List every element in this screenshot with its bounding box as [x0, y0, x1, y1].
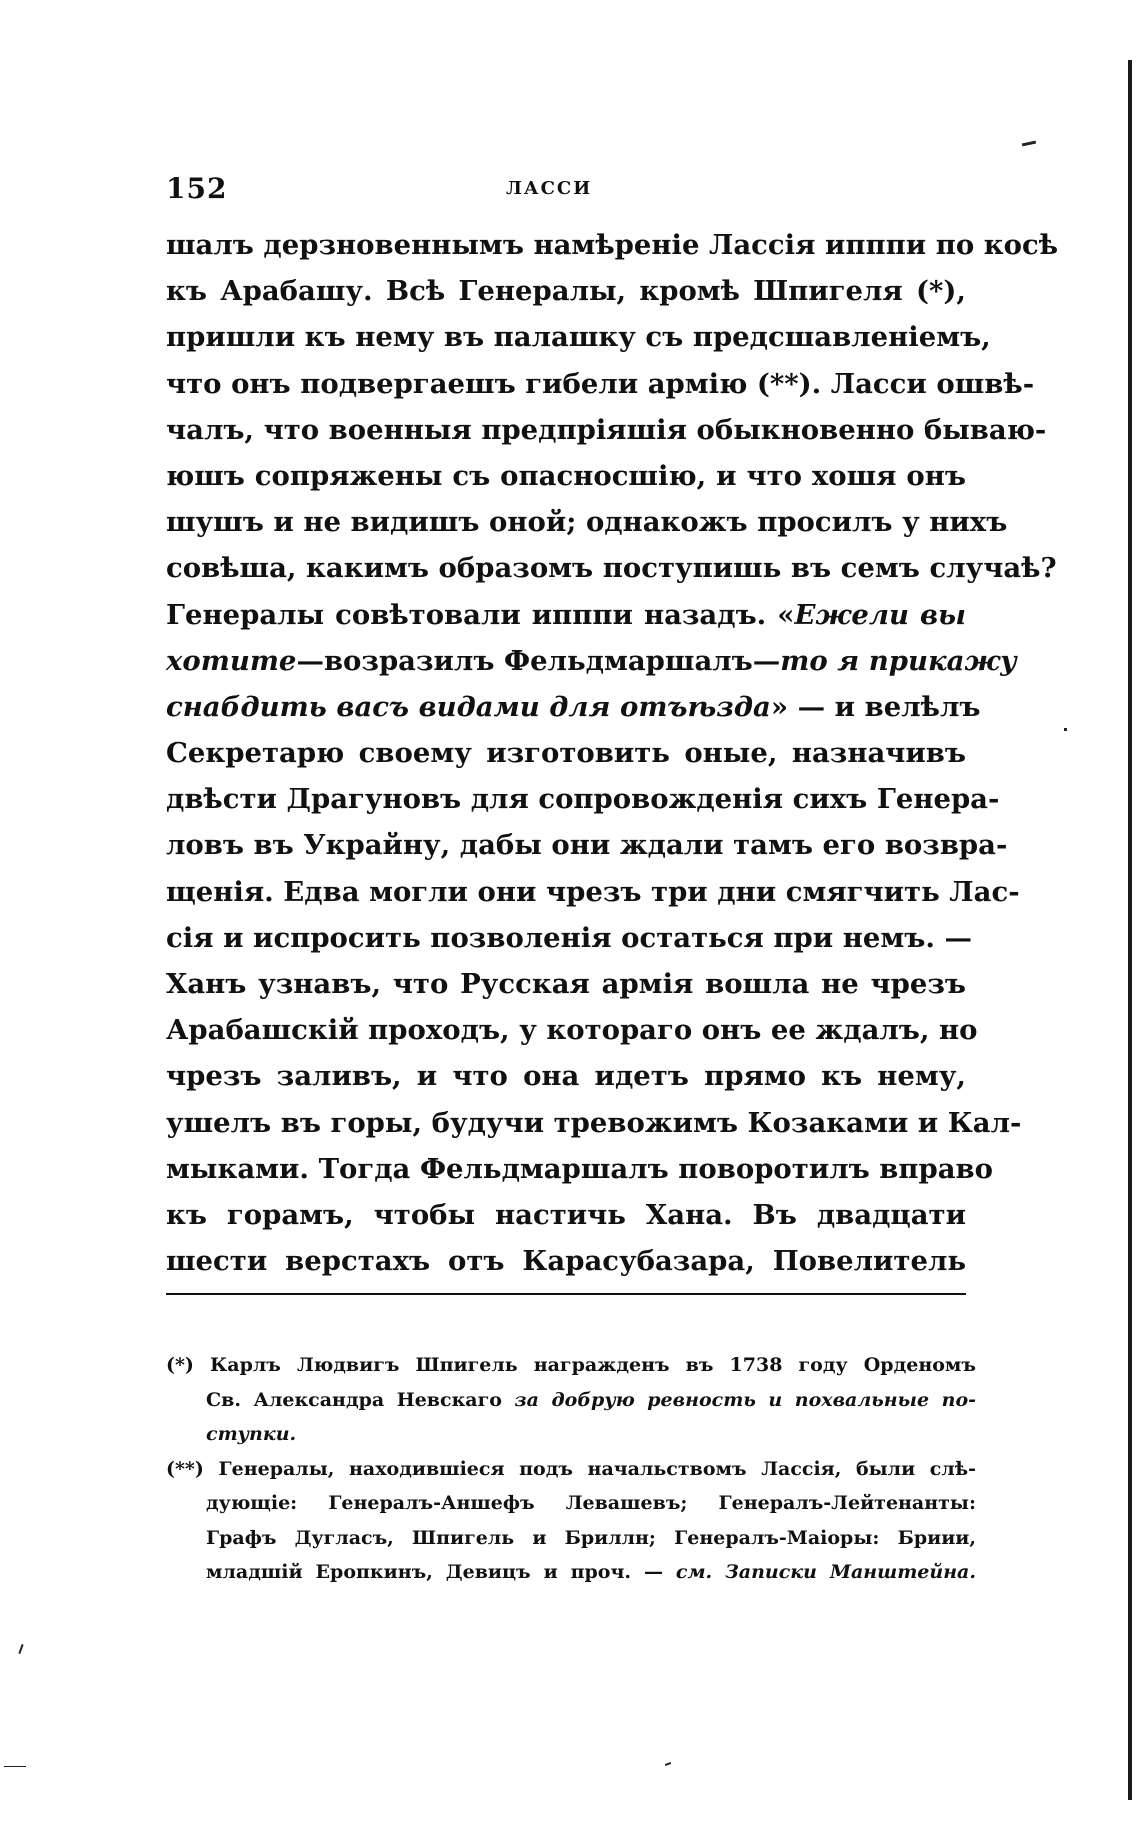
footnote-italic: см. Записки Манштейна.: [675, 1561, 976, 1583]
footnote-line: [166, 1417, 976, 1452]
text-line: шушъ и не видишъ оной; однакожъ просилъ у нихъ: [166, 506, 1008, 539]
scan-page-edge: [1128, 60, 1132, 1800]
scan-speck: [1022, 141, 1036, 147]
text-segment: » — и велѣлъ: [770, 690, 981, 723]
footnote-text: Св. Александра Невскаго: [206, 1388, 515, 1411]
text-line: щенія. Едва могли они чрезъ три дни смягчить Лас-: [166, 875, 1020, 908]
footnote-marker: (*): [166, 1354, 194, 1376]
footnote-line: [166, 1555, 976, 1590]
italic-quote: снабдить васъ видами для отъѣзда: [166, 690, 771, 723]
footnote-text: Карлъ Людвигъ Шпигель награжденъ въ 1738 году Орденомъ: [210, 1354, 976, 1376]
text-line: ушелъ въ горы, будучи тревожимъ Козаками и Кал-: [166, 1106, 1022, 1139]
italic-quote: то я прикажу: [780, 644, 1017, 677]
footnote-line: [166, 1383, 976, 1418]
text-line: Секретарю своему изготовить оные, назначивъ: [166, 737, 966, 770]
scan-speck: [4, 1766, 26, 1767]
text-line: мыками. Тогда Фельдмаршалъ поворотилъ вправо: [166, 1152, 994, 1185]
footnote-line: дующіе: Генералъ-Аншефъ Левашевъ; Генералъ-Лейтенанты:: [206, 1492, 976, 1514]
text-line: шалъ дерзновеннымъ намѣреніе Лассія ипппи по косѣ: [166, 229, 1059, 261]
running-head: ЛАССИ: [506, 178, 593, 199]
footnote-text: Генералы, находившіеся подъ начальствомъ Лассія, были слѣ-: [218, 1457, 976, 1480]
scan-speck: [18, 1644, 23, 1654]
italic-quote: хотите: [166, 644, 297, 677]
text-line: [166, 684, 981, 730]
italic-quote: Ежели вы: [794, 598, 966, 631]
text-line: что онъ подвергаешъ гибели армію (**). Ласси ошвѣ-: [166, 367, 1035, 400]
text-line: чрезъ заливъ, и что она идетъ прямо къ нему,: [166, 1060, 966, 1093]
text-line: двѣсти Драгуновъ для сопровожденія сихъ Генера-: [166, 783, 1000, 816]
footnote-marker: (**): [166, 1457, 204, 1480]
scan-speck: [665, 1762, 671, 1766]
footnotes: [166, 1348, 976, 1590]
footnote-line: Графъ Дугласъ, Шпигель и Бриллн; Генералъ-Маіоры: Бриии,: [206, 1526, 976, 1549]
footnote-italic: ступки.: [206, 1423, 297, 1445]
text-line: пришли къ нему въ палашку съ предсшавленіемъ,: [166, 321, 991, 354]
text-line: Ханъ узнавъ, что Русская армія вошла не чрезъ: [166, 968, 966, 1000]
scan-speck: [1064, 728, 1067, 731]
footnote-italic: за добрую ревность и похвальные по-: [514, 1388, 976, 1411]
footnote-1: [166, 1348, 976, 1383]
footnote-2: [166, 1452, 976, 1487]
text-line: совѣша, какимъ образомъ поступишь въ семъ случаѣ?: [166, 552, 1057, 585]
text-line: Арабашскій проходъ, у котораго онъ ее ждалъ, но: [166, 1014, 978, 1047]
text-line: шести верстахъ отъ Карасубазара, Повелитель: [166, 1245, 966, 1278]
main-text: [166, 222, 1059, 1284]
text-line: сія и испросить позволенія остаться при немъ. —: [166, 921, 972, 954]
text-line: къ горамъ, чтобы настичь Хана. Въ двадцати: [166, 1198, 966, 1231]
footnote-text: младшій Еропкинъ, Девицъ и проч. —: [206, 1561, 676, 1583]
text-line: юшъ сопряжены съ опасносшію, и что хошя онъ: [166, 459, 966, 492]
page-number: 152: [166, 172, 228, 205]
text-segment: Генералы совѣтовали ипппи назадъ. «: [166, 598, 795, 631]
text-line: [166, 592, 966, 638]
text-line: къ Арабашу. Всѣ Генералы, кромѣ Шпигеля (*),: [166, 275, 966, 308]
text-line: ловъ въ Украйну, дабы они ждали тамъ его возвра-: [166, 829, 1008, 862]
text-line: чалъ, что военныя предпріяшія обыкновенно бываю-: [166, 413, 1047, 446]
text-line: [166, 638, 1017, 684]
footnote-divider: [166, 1293, 966, 1295]
text-segment: —возразилъ Фельдмаршалъ—: [296, 644, 781, 677]
page-header: [166, 172, 966, 212]
